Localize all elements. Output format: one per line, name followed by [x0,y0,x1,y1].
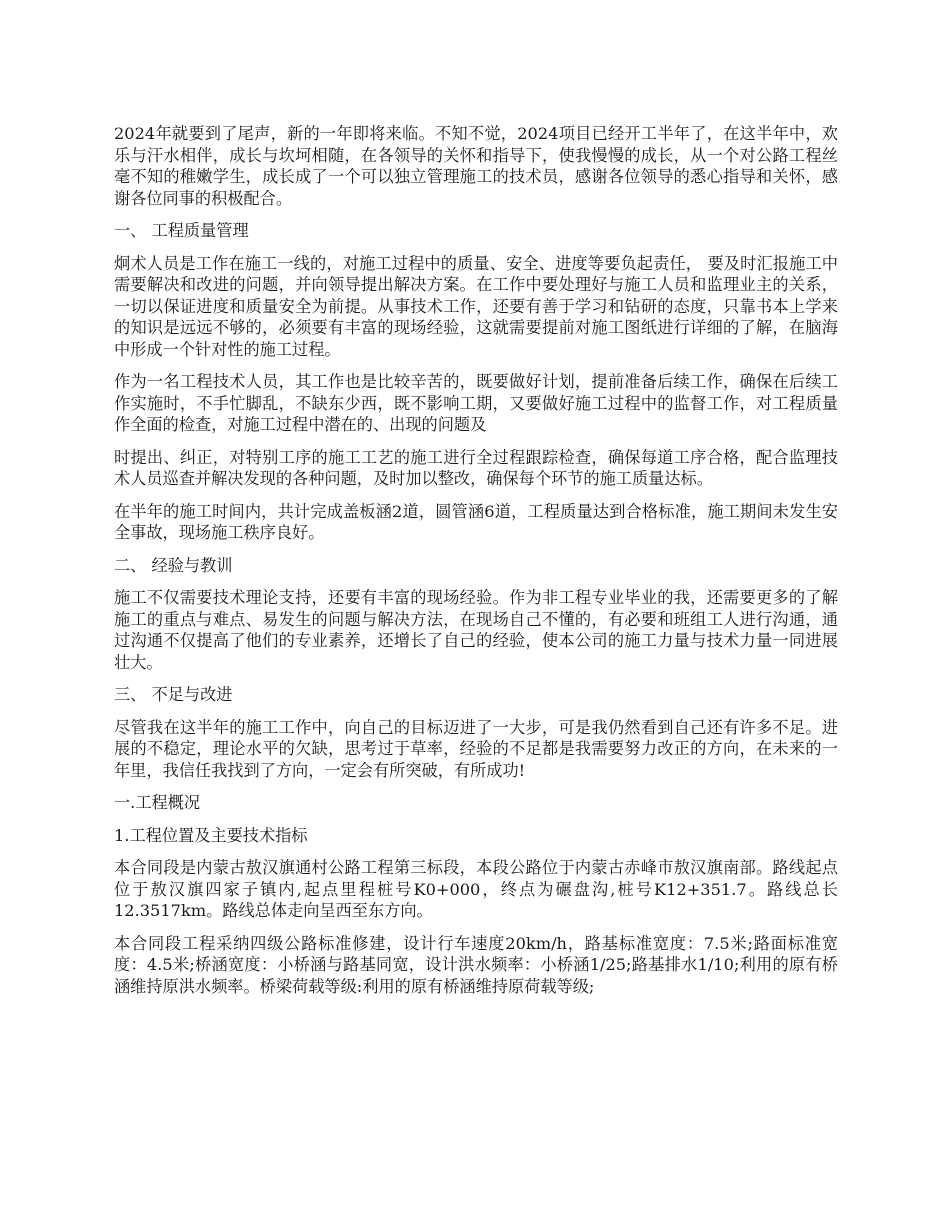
paragraph: 施工不仅需要技术理论支持，还要有丰富的现场经验。作为非工程专业毕业的我，还需要更多的了解施工的重点与难点、易发生的问题与解决方法，在现场自己不懂的，有必要和班组工人进行沟通，通过沟通不仅提高了他们的专业素养，还增长了自己的经验，使本公司的施工力量与技术力量一同进展壮大。 [114,588,838,672]
section-heading-quality: 一、 工程质量管理 [114,221,249,240]
intro-paragraph: 2024年就要到了尾声，新的一年即将来临。不知不觉，2024项目已经开工半年了，在这半年中，欢乐与汗水相伴，成长与坎坷相随，在各领导的关怀和指导下，使我慢慢的成长，从一个对公路工程丝毫不知的稚嫩学生，成长成了一个可以独立管理施工的技术员，感谢各位领导的悉心指导和关怀，感谢各位同事的积极配合。 [114,124,838,208]
paragraph: 时提出、纠正，对特别工序的施工工艺的施工进行全过程跟踪检查，确保每道工序合格，配合监理技术人员巡查并解决发现的各种问题，及时加以整改，确保每个环节的施工质量达标。 [114,447,838,488]
paragraph: 本合同段是内蒙古敖汉旗通村公路工程第三标段，本段公路位于内蒙古赤峰市敖汉旗南部。路线起点位于敖汉旗四家子镇内,起点里程桩号K0+000，终点为碾盘沟,桩号K12+351.7。路线总长12.3517km。路线总体走向呈西至东方向。 [114,858,838,920]
section-heading-improvement: 三、 不足与改进 [114,685,233,704]
section-heading-experience: 二、 经验与教训 [114,555,233,575]
paragraph: 作为一名工程技术人员，其工作也是比较辛苦的，既要做好计划，提前准备后续工作，确保在后续工作实施时，不手忙脚乱，不缺东少西，既不影响工期，又要做好施工过程中的监督工作，对工程质量作全面的检查，对施工过程中潜在的、出现的问题及 [114,372,838,434]
section-heading-overview: 一.工程概况 [114,793,201,812]
document-body [114,123,838,1008]
subsection-heading-location: 1.工程位置及主要技术指标 [114,825,308,845]
paragraph: 在半年的施工时间内，共计完成盖板涵2道，圆管涵6道，工程质量达到合格标准，施工期间未发生安全事故，现场施工秩序良好。 [114,501,838,542]
paragraph: 炯术人员是工作在施工一线的，对施工过程中的质量、安全、进度等要负起责任， 要及时汇报施工中需要解决和改进的问题，并向领导提出解决方案。在工作中要处理好与施工人员和监理业主的关系，一切以保证进度和质量安全为前提。从事技术工作，还要有善于学习和钻研的态度，只靠书本上学来的知识是远远不够的，必须要有丰富的现场经验，这就需要提前对施工图纸进行详细的了解，在脑海中形成一个针对性的施工过程。 [114,253,838,359]
paragraph: 本合同段工程采纳四级公路标准修建，设计行车速度20km/h，路基标准宽度：7.5米;路面标准宽度：4.5米;桥涵宽度：小桥涵与路基同宽，设计洪水频率：小桥涵1/25;路基排水1/10;利用的原有桥涵维持原洪水频率。桥梁荷载等级:利用的原有桥涵维持原荷载等级; [114,933,838,996]
paragraph: 尽管我在这半年的施工工作中，向自己的目标迈进了一大步，可是我仍然看到自己还有许多不足。进展的不稳定，理论水平的欠缺，思考过于草率，经验的不足都是我需要努力改正的方向，在未来的一年里，我信任我找到了方向，一定会有所突破，有所成功! [114,717,838,780]
